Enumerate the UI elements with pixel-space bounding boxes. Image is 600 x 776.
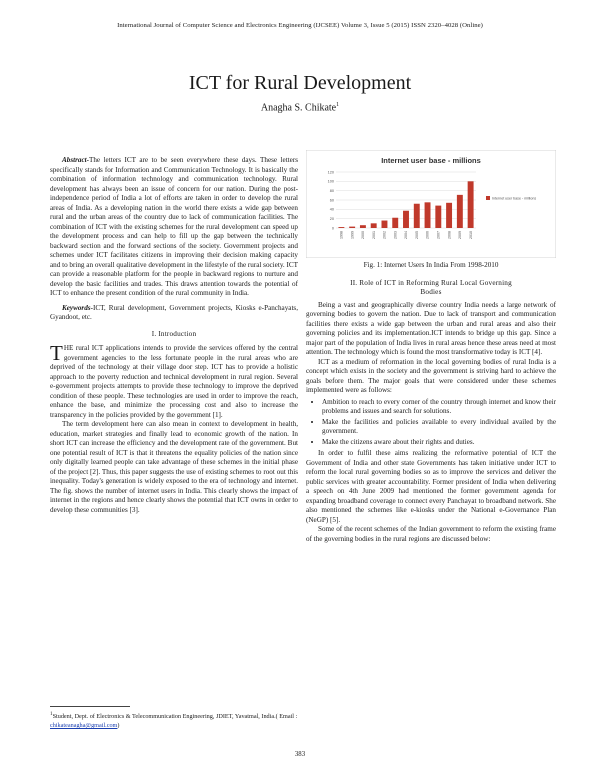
keywords-text: ICT, Rural development, Government projects, Kiosks e-Panchayats, Gyandoot, etc. — [50, 303, 298, 321]
y-tick-label: 60 — [329, 198, 334, 203]
section-2-paragraph-4: Some of the recent schemes of the Indian government to reform the existing frame of the governing bodies in the rural regions are discussed below: — [306, 525, 556, 543]
bar-2003 — [392, 218, 398, 228]
y-tick-label: 40 — [329, 207, 334, 212]
legend-swatch — [486, 196, 490, 200]
goal-item: • Ambition to reach to every corner of the country through internet and know their problems and issues and search for solutions. — [322, 398, 556, 417]
bar-2001 — [371, 223, 377, 228]
x-tick-label: 2003 — [393, 231, 398, 239]
bar-2009 — [457, 195, 463, 228]
bar-2000 — [360, 225, 366, 228]
intro-paragraph-2: The term development here can also mean in context to development in health, education, market strategies and finally lead to economic growth of the nation. In short ICT can increase the efficiency and the development rate of the government. But one potential result of ICT is that it threatens the equality policies of the nation since only digitally learned people can take advantage of these schemes in the initial phase of the project [2]. Thus, this paper suggests the use of existing schemes to root out this inequality. Today's generation is widely exposed to the era of technology and internet. The fig. shows the number of internet users in India. This clearly shows the impact of internet in the regions and hence clearly shows the potential that ICT owns in order to develop these communities [3]. — [50, 420, 298, 514]
footnote-mark: 1 — [50, 711, 53, 717]
keywords-label: Keywords- — [62, 303, 93, 312]
footnote-close: ) — [117, 722, 120, 730]
bar-1999 — [349, 227, 355, 228]
intro-paragraph-1: THE rural ICT applications intends to provide the services offered by the central government agencies to the less fortunate people in the rural areas who are deprived of the technology at their village door step. ICT has to provide a holistic approach to the poverty reduction and technical development in rural region. Several e-government projects attempts to provide these technology to improve the deprived condition of these people. These technologies are used in order to improve the reach, enhance the base, and minimize the processing cost and also to increase the transparency in the policies provided by the government [1]. — [50, 341, 298, 419]
footnote-text: Student, Dept. of Electronics & Telecommunication Engineering, JDIET, Yavatmal, India.( Email : — [52, 713, 298, 721]
goal-item: • Make the facilities and policies available to every individual availed by the government. — [322, 418, 556, 437]
internet-users-chart — [306, 150, 556, 258]
x-tick-label: 2010 — [468, 231, 473, 239]
bar-2002 — [382, 221, 388, 228]
bar-2006 — [425, 202, 431, 228]
right-column — [306, 150, 556, 544]
abstract-label: Abstract — [62, 156, 87, 164]
x-tick-label: 2002 — [382, 231, 387, 239]
x-tick-label: 1998 — [339, 231, 344, 239]
chart-title: Internet user base - millions — [381, 156, 481, 165]
page-number: 383 — [294, 751, 306, 758]
figure-1 — [306, 150, 556, 258]
author-name: Anagha S. Chikate — [260, 102, 337, 114]
x-tick-label: 2006 — [425, 231, 430, 239]
legend-label: Internet user base - millions — [492, 196, 537, 201]
x-tick-label: 2001 — [371, 231, 376, 239]
left-column — [50, 156, 298, 515]
goal-item: • Make the citizens aware about their rights and duties. — [322, 438, 556, 448]
y-tick-label: 100 — [327, 179, 334, 184]
section-2-paragraph-3: In order to fulfil these aims realizing the reformative potential of ICT the Government of India and other state Governments has taken initiative under ICT to reform the local rural governing bodies so as to improve the services and deliver the public services with greater accountability. Former president of India when delivering a speech on 4th June 2009 had mentioned the former government agenda for expanding broadband coverage to connect every Panchayat to broadband network. She also mentioned the schemes like e-kiosks under the National e-Governance Plan (NeGP) [5]. — [306, 449, 556, 524]
abstract: Abstract-The letters ICT are to be seen everywhere these days. These letters specifically stands for Information and Communication Technology. It is basically the combination of information technology and communication technology. Rural development has always been an issue of concern for our nation. During the post-independence period of India a lot of efforts are taken in order to develop the rural areas of India. As a developing nation in the world there exists a wide gap between rural and the urban areas of the country due to lack of communication facilities. The combination of ICT with the existing schemes for the rural development can speed up the development process and can help to fill up the gap between the technically backward section and the forward sections of the society. Government projects and schemes under ICT facilitates citizens in improving their decision making capacity and to bring an overall qualitative development in the lifestyle of the rural society. ICT can provide a reasonable platform for the people in backward regions to nurture and develop the basic facilities and trades. This draws attention towards the potential of ICT to enhance the present condition of the rural community in India. — [50, 156, 298, 297]
bar-2007 — [435, 206, 441, 228]
author — [0, 102, 600, 113]
author-footnote-mark: 1 — [336, 102, 340, 108]
keywords — [50, 304, 298, 323]
x-tick-label: 1999 — [350, 231, 355, 239]
bar-2005 — [414, 204, 420, 228]
section-1-heading: I. Introduction — [151, 329, 197, 338]
footnote-rule — [50, 706, 130, 707]
section-2-heading — [306, 279, 556, 298]
bar-2004 — [403, 211, 409, 228]
y-tick-label: 20 — [329, 216, 334, 221]
bar-1998 — [338, 227, 344, 228]
x-tick-label: 2007 — [436, 231, 441, 239]
footnote — [50, 710, 300, 730]
figure-caption: Fig. 1: Internet Users In India From 1998-2010 — [363, 261, 499, 269]
author-email-link[interactable]: chikateanagha@gmail.com — [50, 722, 118, 730]
x-tick-label: 2009 — [458, 231, 463, 239]
section-2-heading-line-2: Bodies — [420, 288, 442, 296]
x-tick-label: 2005 — [414, 231, 419, 239]
bar-2008 — [446, 203, 452, 228]
paper-title: ICT for Rural Development — [188, 72, 412, 94]
section-2-paragraph-2: ICT as a medium of reformation in the local governing bodies of rural India is a concept which exists in the society and the government is striving hard to achieve the goals before them. The major goals that were considered under these schemes implemented were as follows: — [306, 357, 556, 394]
section-2-paragraph-1: Being a vast and geographically diverse country India needs a large network of governing bodies to govern the nation. Due to lack of transport and communication facilities there exists a wide gap between the urban and rural areas and also their governing policies and its implementation.ICT intends to bridge up this gap. Since a major part of the population of India lives in rural areas hence these areas need at most attention. The technology which is found the most transformative today is ICT [4]. — [306, 300, 556, 356]
y-tick-label: 120 — [327, 170, 334, 175]
x-tick-label: 2004 — [404, 231, 409, 239]
goals-list — [306, 398, 556, 448]
x-tick-label: 2008 — [447, 231, 452, 239]
bar-2010 — [468, 181, 474, 228]
abstract-text: The letters ICT are to be seen everywhere these days. These letters specifically stands for Information and Communication Technology. It is basically the combination of information technology and communication technology. Rural development has always been an issue of concern for our nation. During the post-independence period of India a lot of efforts are taken in order to develop the rural areas of India. As a developing nation in the world there exists a wide gap between rural and the urban areas of the country due to lack of communication facilities. The combination of ICT with the existing schemes for the rural development can speed up the development process and can help to fill up the gap between the technically backward section and the forward sections of the society. Government projects and schemes under ICT facilitates citizens in improving their decision making capacity and to bring an overall qualitative development in the lifestyle of the rural society. ICT can provide a reasonable platform for the people in backward regions to nurture and develop the basic facilities and trades. This draws attention towards the potential of ICT to enhance the present condition of the rural community in India. — [50, 156, 298, 297]
y-tick-label: 0 — [331, 226, 334, 231]
journal-header: International Journal of Computer Science and Electronics Engineering (IJCSEE) Volume 3, Issue 5 (2015) ISSN 2320–4028 (Online) — [117, 22, 483, 29]
section-2-heading-line-1: II. Role of ICT in Reforming Rural Local Governing — [350, 278, 512, 287]
y-tick-label: 80 — [329, 188, 334, 193]
x-tick-label: 2000 — [361, 231, 366, 239]
chart-frame — [306, 150, 556, 258]
